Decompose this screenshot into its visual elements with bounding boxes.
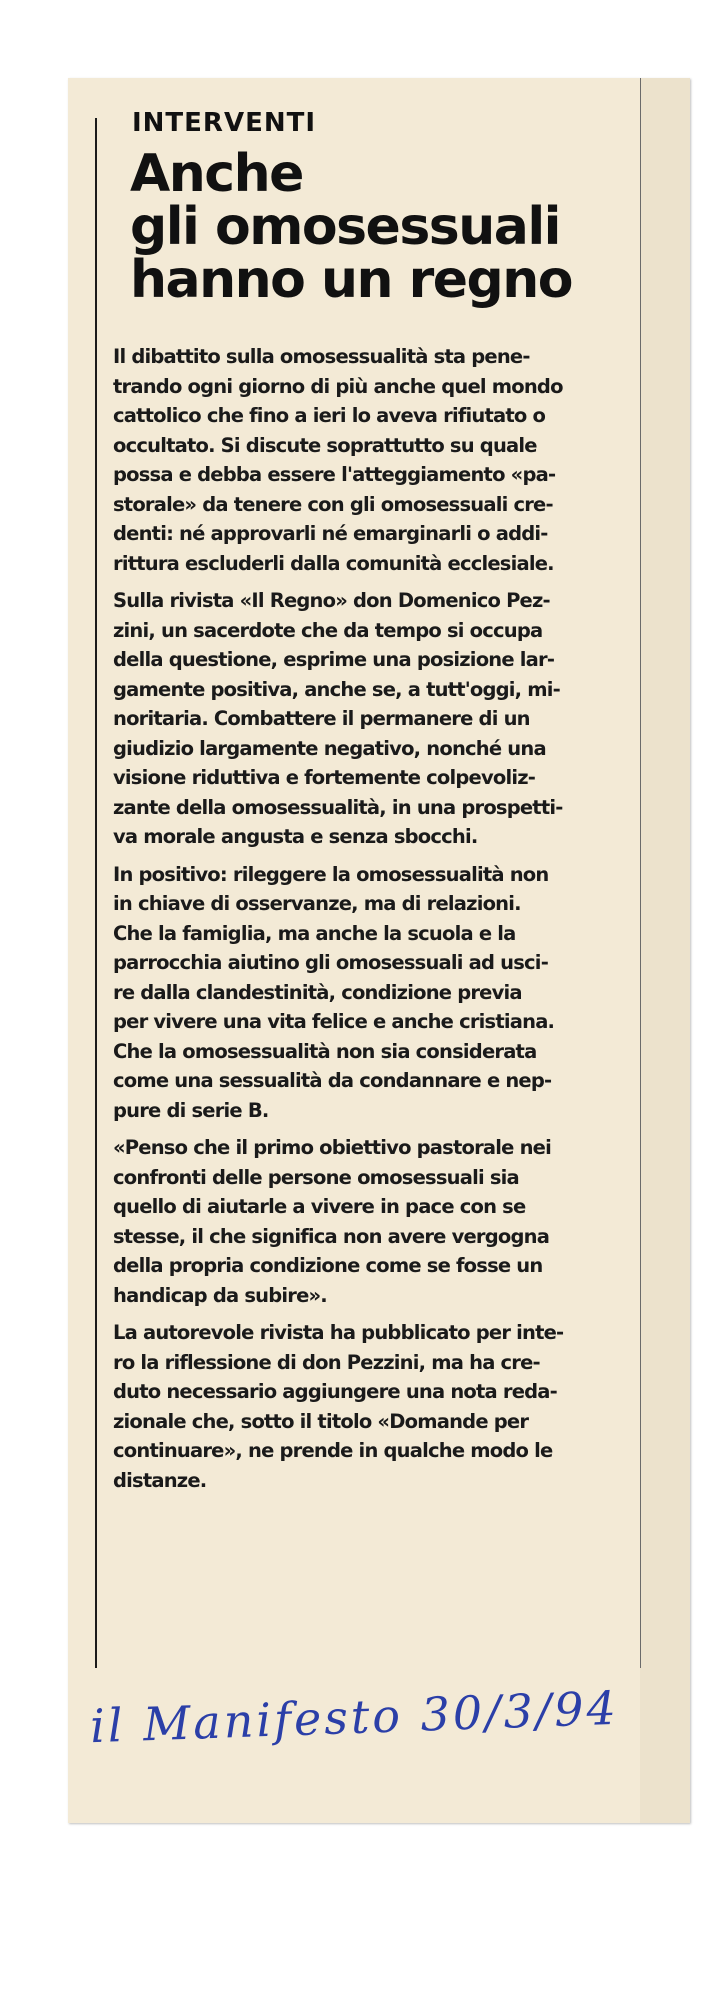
text-line: duto necessario aggiungere una nota reda- bbox=[113, 1380, 557, 1403]
article-paragraph bbox=[113, 1318, 643, 1495]
text-line: va morale angusta e senza sbocchi. bbox=[113, 825, 478, 848]
text-line: Che la famiglia, ma anche la scuola e la bbox=[113, 921, 516, 945]
text-line: visione riduttiva e fortemente colpevoliz- bbox=[113, 766, 536, 789]
text-line: zionale che, sotto il titolo «Domande per bbox=[113, 1409, 529, 1433]
text-line: trando ogni giorno di più anche quel mondo bbox=[113, 374, 563, 398]
text-line: stesse, il che significa non avere vergogna bbox=[113, 1224, 550, 1248]
text-line: «Penso che il primo obiettivo pastorale nei bbox=[113, 1136, 551, 1159]
headline bbox=[130, 144, 647, 310]
text-line: rittura escluderli dalla comunità ecclesiale. bbox=[113, 551, 554, 575]
text-line: occultato. Si discute soprattutto su quale bbox=[113, 433, 537, 457]
text-line: per vivere una vita felice e anche cristiana. bbox=[113, 1010, 555, 1033]
text-line: cattolico che fino a ieri lo aveva rifiutato o bbox=[113, 404, 546, 427]
text-line: ro la riflessione di don Pezzini, ma ha cre- bbox=[113, 1350, 540, 1374]
text-line: come una sessualità da condannare e nep- bbox=[113, 1069, 552, 1092]
text-line: giudizio largamente negativo, nonché una bbox=[113, 736, 546, 760]
text-line: parrocchia aiutino gli omosessuali ad usci- bbox=[113, 951, 548, 974]
text-line: re dalla clandestinità, condizione previa bbox=[113, 980, 522, 1004]
article-paragraph bbox=[113, 342, 643, 578]
text-line: in chiave di osservanze, ma di relazioni. bbox=[113, 892, 521, 915]
text-line: distanze. bbox=[113, 1468, 207, 1492]
headline-line: hanno un regno bbox=[130, 250, 572, 310]
handwritten-annotation: il Manifesto 30/3/94 bbox=[89, 1680, 620, 1754]
text-line: Sulla rivista «Il Regno» don Domenico Pez- bbox=[113, 589, 550, 612]
torn-edge bbox=[640, 78, 690, 1823]
text-line: gamente positiva, anche se, a tutt'oggi, mi- bbox=[113, 677, 560, 701]
text-line: quello di aiutarle a vivere in pace con se bbox=[113, 1195, 526, 1218]
text-line: zante della omosessualità, in una prospetti- bbox=[113, 795, 563, 819]
text-line: handicap da subire». bbox=[113, 1283, 327, 1307]
headline-line: gli omosessuali bbox=[130, 197, 560, 257]
article-paragraph bbox=[113, 860, 643, 1126]
text-line: confronti delle persone omosessuali sia bbox=[113, 1165, 519, 1189]
article-paragraph bbox=[113, 1133, 643, 1310]
text-line: storale» da tenere con gli omosessuali cre- bbox=[113, 492, 553, 516]
text-line: Il dibattito sulla omosessualità sta pene- bbox=[113, 345, 530, 368]
section-kicker: INTERVENTI bbox=[132, 108, 317, 138]
text-line: Che la omosessualità non sia considerata bbox=[113, 1039, 537, 1063]
article bbox=[97, 108, 647, 1503]
text-line: pure di serie B. bbox=[113, 1098, 269, 1122]
text-line: possa e debba essere l'atteggiamento «pa- bbox=[113, 463, 556, 486]
headline-line: Anche bbox=[130, 144, 303, 204]
text-line: La autorevole rivista ha pubblicato per inte- bbox=[113, 1321, 564, 1344]
text-line: della questione, esprime una posizione lar- bbox=[113, 648, 555, 671]
text-line: In positivo: rileggere la omosessualità non bbox=[113, 862, 549, 886]
text-line: denti: né approvarli né emarginarli o addi- bbox=[113, 522, 548, 545]
text-line: della propria condizione come se fosse un bbox=[113, 1254, 543, 1277]
article-paragraph bbox=[113, 586, 643, 852]
text-line: noritaria. Combattere il permanere di un bbox=[113, 707, 530, 730]
article-body bbox=[113, 342, 643, 1495]
text-line: zini, un sacerdote che da tempo si occupa bbox=[113, 618, 543, 642]
text-line: continuare», ne prende in qualche modo le bbox=[113, 1439, 553, 1462]
